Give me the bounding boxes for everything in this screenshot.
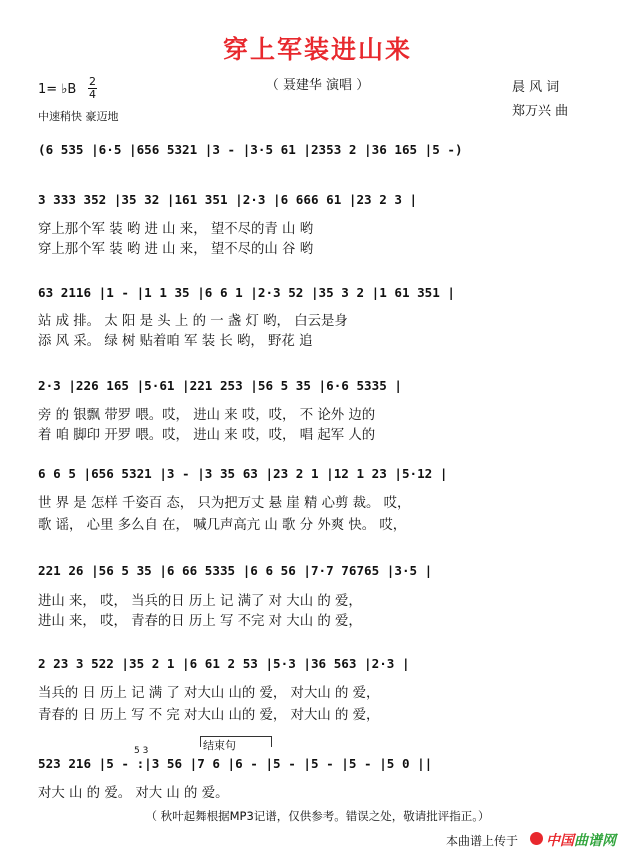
performer-line: （ 聂建华 演唱 ） <box>265 78 370 93</box>
score-line-8-notes: 523 216 |5 - :|3 56 |7 6 |6 - |5 - |5 - |5 - |5 0 || <box>38 756 433 771</box>
lyricist-credit: 晨 风 词 <box>512 80 560 95</box>
site-logo-icon <box>530 832 543 845</box>
ending-label: 结束句 <box>203 739 236 752</box>
key-signature: 1= ♭B <box>38 82 77 97</box>
score-line-8-lyric-1: 对大 山 的 爱。 对大 山 的 爱。 <box>38 786 229 801</box>
time-signature <box>88 76 97 100</box>
meter-bottom: 4 <box>89 88 96 101</box>
upload-note: 本曲谱上传于 <box>446 834 519 848</box>
score-line-6-notes: 221 26 |56 5 35 |6 66 5335 |6 6 56 |7·7 76765 |3·5 | <box>38 563 433 578</box>
score-line-6-lyric-2: 进山 来， 哎， 青春的日 历上 写 不完 对 大山 的 爱， <box>38 614 362 629</box>
score-line-7-lyric-2: 青春的 日 历上 写 不 完 对大山 山的 爱， 对大山 的 爱， <box>38 708 380 723</box>
score-line-5-lyric-1: 世 界 是 怎样 千姿百 态， 只为把万丈 悬 崖 精 心剪 裁。 哎， <box>38 496 411 511</box>
meter-top: 2 <box>89 75 96 88</box>
score-line-7-lyric-1: 当兵的 日 历上 记 满 了 对大山 山的 爱， 对大山 的 爱， <box>38 686 380 701</box>
score-line-2-lyric-2: 穿上那个军 装 哟 进 山 来， 望不尽的山 谷 哟 <box>38 242 314 257</box>
score-line-5-notes: 6 6 5 |656 5321 |3 - |3 35 63 |23 2 1 |12 1 23 |5·12 | <box>38 466 448 481</box>
tempo-marking: 中速稍快 豪迈地 <box>38 110 119 123</box>
footnote: （ 秋叶起舞根据MP3记谱，仅供参考。错误之处，敬请批评指正。） <box>145 809 490 823</box>
logo-text-alt: 曲谱网 <box>574 833 616 849</box>
composer-credit: 郑万兴 曲 <box>512 104 569 119</box>
score-line-4-lyric-2: 着 咱 脚印 开罗 喂。哎， 进山 来 哎，哎， 唱 起军 人的 <box>38 428 376 443</box>
score-line-3-notes: 63 2116 |1 - |1 1 35 |6 6 1 |2·3 52 |35 3 2 |1 61 351 | <box>38 285 456 300</box>
score-line-6-lyric-1: 进山 来， 哎， 当兵的日 历上 记 满了 对 大山 的 爱， <box>38 594 362 609</box>
score-line-5-lyric-2: 歌 谣， 心里 多么自 在， 喊几声高亢 山 歌 分 外爽 快。 哎， <box>38 518 407 533</box>
score-line-3-lyric-1: 站 成 排。 太 阳 是 头 上 的 一 盏 灯 哟， 白云是身 <box>38 314 348 329</box>
score-line-7-notes: 2 23 3 522 |35 2 1 |6 61 2 53 |5·3 |36 563 |2·3 | <box>38 656 410 671</box>
score-line-3-lyric-2: 添 风 采。 绿 树 贴着咱 军 装 长 哟， 野花 追 <box>38 334 313 349</box>
score-line-2-notes: 3 333 352 |35 32 |161 351 |2·3 |6 666 61 |23 2 3 | <box>38 192 418 207</box>
score-line-4-lyric-1: 旁 的 银飘 带罗 喂。哎， 进山 来 哎，哎， 不 论外 边的 <box>38 408 376 423</box>
logo-text: 中国 <box>546 833 574 849</box>
score-line-1-notes: (6 535 |6·5 |656 5321 |3 - |3·5 61 |2353 2 |36 165 |5 -) <box>38 142 463 157</box>
site-logo <box>546 830 616 850</box>
score-line-2-lyric-1: 穿上那个军 装 哟 进 山 来， 望不尽的青 山 哟 <box>38 222 314 237</box>
volta-mark: 5 3 <box>134 746 149 756</box>
page-title: 穿上军装进山来 <box>222 35 412 64</box>
score-line-4-notes: 2·3 |226 165 |5·61 |221 253 |56 5 35 |6·6 5335 | <box>38 378 402 393</box>
